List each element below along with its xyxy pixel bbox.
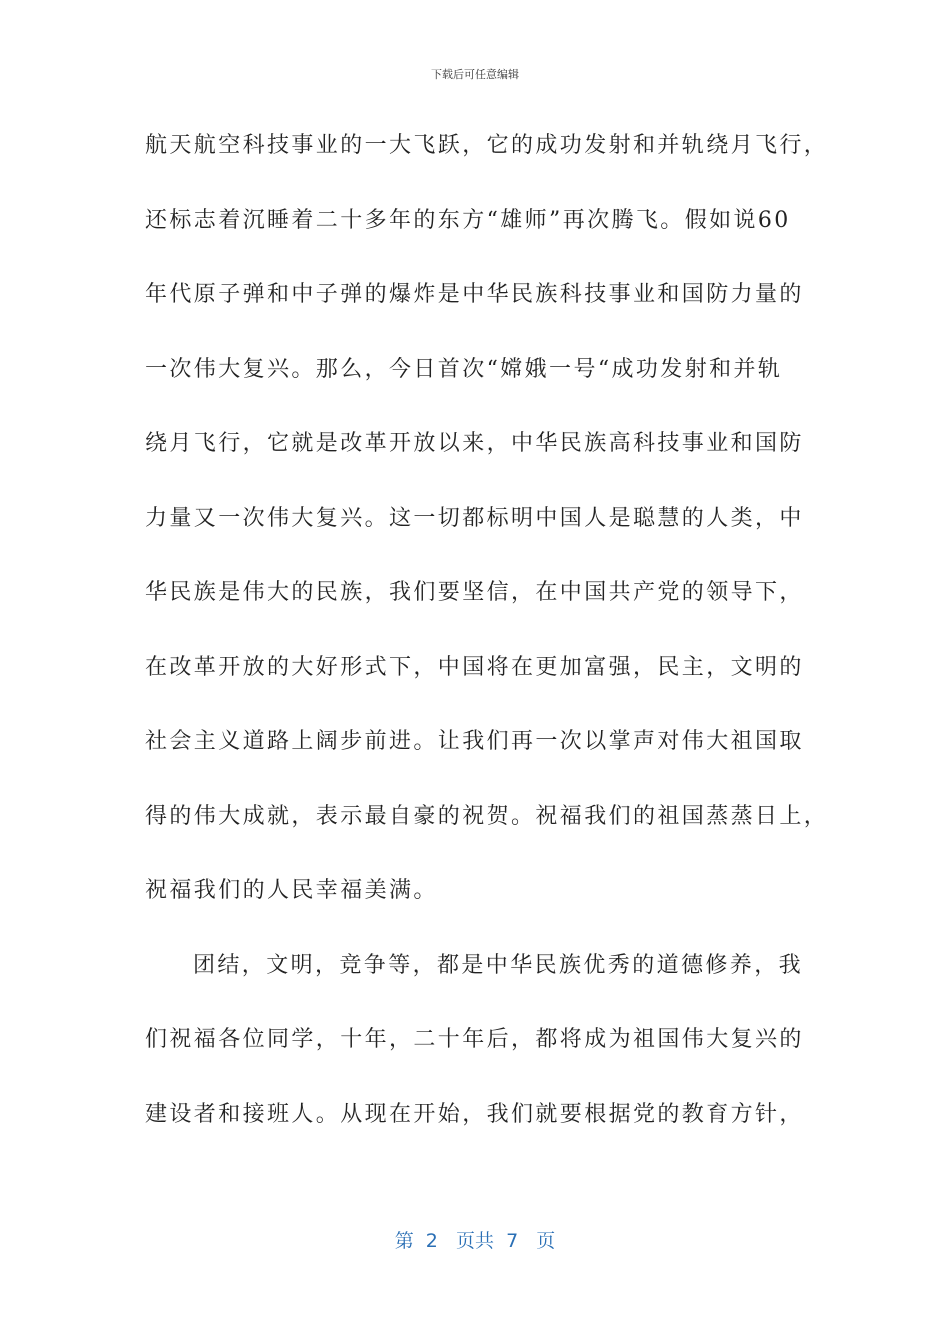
document-body bbox=[145, 124, 829, 1167]
text-line: 得的伟大成就，表示最自豪的祝贺。祝福我们的祖国蒸蒸日上， bbox=[145, 803, 829, 829]
text-line: 还标志着沉睡着二十多年的东方“雄师”再次腾飞。假如说60 bbox=[145, 207, 791, 233]
text-line: 航天航空科技事业的一大飞跃，它的成功发射和并轨绕月飞行， bbox=[145, 133, 829, 158]
text-line: 团结，文明，竞争等，都是中华民族优秀的道德修养，我 bbox=[193, 952, 804, 978]
text-line: 建设者和接班人。从现在开始，我们就要根据党的教育方针， bbox=[145, 1101, 804, 1127]
paragraph bbox=[145, 124, 829, 944]
text-line: 在改革开放的大好形式下，中国将在更加富强，民主，文明的 bbox=[145, 654, 804, 680]
text-line: 祝福我们的人民幸福美满。 bbox=[145, 878, 438, 903]
page-number-footer: 第 2 页共 7 页 bbox=[394, 1230, 556, 1252]
text-line: 社会主义道路上阔步前进。让我们再一次以掌声对伟大祖国取 bbox=[145, 729, 804, 754]
text-line: 绕月飞行，它就是改革开放以来，中华民族高科技事业和国防 bbox=[145, 431, 804, 456]
text-line: 力量又一次伟大复兴。这一切都标明中国人是聪慧的人类，中 bbox=[145, 505, 804, 531]
text-line: 们祝福各位同学，十年，二十年后，都将成为祖国伟大复兴的 bbox=[145, 1027, 804, 1052]
text-line: 一次伟大复兴。那么，今日首次“嫦娥一号“成功发射和并轨 bbox=[145, 356, 783, 382]
page-header-note: 下载后可任意编辑 bbox=[431, 68, 519, 81]
text-line: 华民族是伟大的民族，我们要坚信，在中国共产党的领导下， bbox=[145, 580, 804, 605]
paragraph bbox=[145, 944, 825, 1168]
text-line: 年代原子弹和中子弹的爆炸是中华民族科技事业和国防力量的 bbox=[145, 282, 804, 307]
